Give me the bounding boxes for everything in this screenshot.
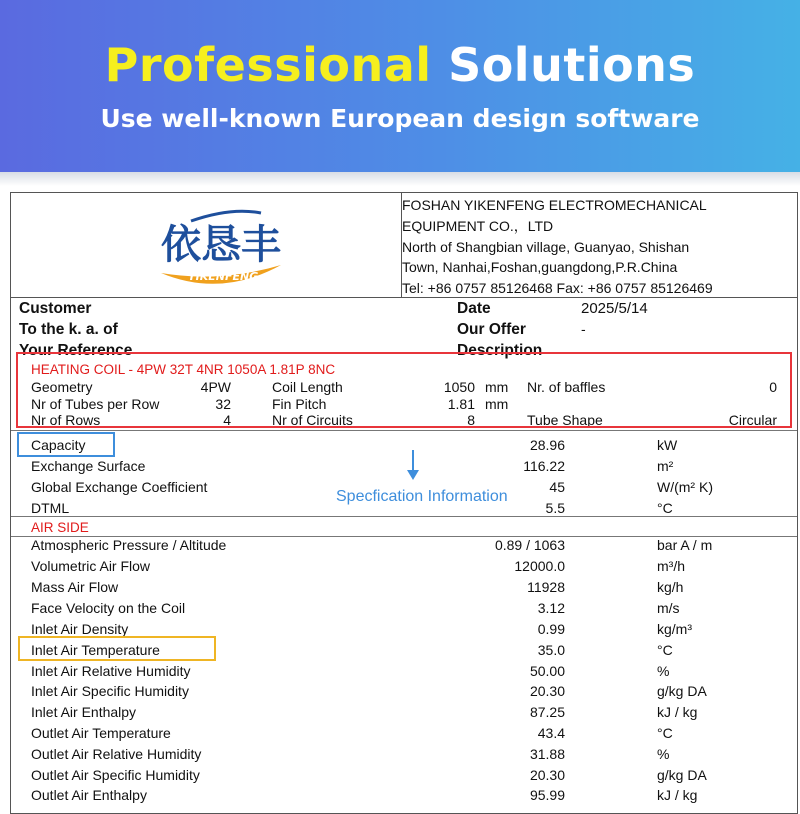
company-line: FOSHAN YIKENFENG ELECTROMECHANICAL	[402, 197, 707, 213]
section-divider	[11, 516, 797, 517]
air-value: 3.12	[537, 600, 565, 616]
air-unit: %	[657, 663, 670, 679]
perf-label: Capacity	[31, 437, 86, 453]
banner-shadow	[0, 172, 800, 186]
coil-spec-highlight-box	[16, 352, 792, 428]
air-value: 0.89 / 1063	[494, 537, 565, 553]
air-label: Face Velocity on the Coil	[31, 600, 186, 616]
air-unit: g/kg DA	[657, 683, 707, 699]
air-unit: m/s	[657, 600, 680, 616]
perf-value: 116.22	[523, 458, 565, 474]
air-label: Inlet Air Temperature	[31, 642, 160, 658]
air-value: 0.99	[537, 621, 565, 637]
air-value: 87.25	[529, 704, 565, 720]
perf-value: 28.96	[529, 437, 565, 453]
air-unit: bar A / m	[657, 537, 713, 553]
air-label: Inlet Air Relative Humidity	[31, 663, 191, 679]
air-label: Outlet Air Enthalpy	[31, 787, 147, 803]
rows-label: Nr of Rows	[31, 412, 101, 428]
circuits-label: Nr of Circuits	[272, 412, 353, 428]
banner-title-rest: Solutions	[448, 38, 696, 92]
fin-pitch-unit: mm	[485, 396, 509, 412]
perf-unit: °C	[657, 500, 673, 516]
date-value: 2025/5/14	[581, 300, 648, 317]
air-unit: °C	[657, 642, 673, 658]
air-value: 95.99	[529, 787, 565, 803]
air-unit: °C	[657, 725, 673, 741]
our-offer-value: -	[581, 321, 586, 337]
perf-value: 45	[549, 479, 565, 495]
section-divider	[11, 430, 797, 431]
your-reference-label: Your Reference	[19, 342, 133, 359]
coil-length-unit: mm	[485, 379, 509, 395]
baffles-label: Nr. of baffles	[527, 379, 606, 395]
banner-title-highlight: Professional	[104, 38, 432, 92]
air-value: 12000.0	[514, 558, 565, 574]
banner-subtitle: Use well-known European design software	[100, 104, 700, 133]
header-banner	[0, 0, 800, 172]
company-logo	[131, 203, 311, 293]
coil-length-label: Coil Length	[272, 379, 343, 395]
perf-label: DTML	[31, 500, 70, 516]
geometry-label: Geometry	[31, 379, 93, 395]
company-line: Town, Nanhai,Foshan,guangdong,P.R.China	[402, 259, 678, 276]
company-line: Tel: +86 0757 85126468 Fax: +86 0757 85126469	[402, 280, 713, 297]
tubes-per-row-value: 32	[215, 396, 231, 412]
company-line: EQUIPMENT CO.，LTD	[402, 217, 554, 234]
specification-annotation: Specfication Information	[336, 488, 508, 505]
perf-unit: kW	[657, 437, 678, 453]
air-label: Outlet Air Temperature	[31, 725, 171, 741]
air-label: Mass Air Flow	[31, 579, 119, 595]
air-value: 20.30	[529, 683, 565, 699]
coil-title: HEATING COIL - 4PW 32T 4NR 1050A 1.81P 8NC	[31, 362, 336, 377]
air-label: Inlet Air Enthalpy	[31, 704, 137, 720]
capacity-highlight-box	[17, 432, 115, 457]
logo-chinese-text: 依恳丰	[161, 222, 281, 268]
air-value: 31.88	[529, 746, 565, 762]
customer-label: Customer	[19, 300, 92, 317]
air-unit: kJ / kg	[657, 787, 698, 803]
air-unit: g/kg DA	[657, 767, 707, 783]
geometry-value: 4PW	[200, 379, 231, 395]
air-label: Outlet Air Relative Humidity	[31, 746, 202, 762]
company-line: North of Shangbian village, Guanyao, Shishan	[402, 238, 690, 255]
rows-value: 4	[223, 412, 231, 428]
our-offer-label: Our Offer	[457, 321, 526, 338]
perf-label: Exchange Surface	[31, 458, 146, 474]
baffles-value: 0	[769, 379, 777, 395]
circuits-value: 8	[467, 412, 475, 428]
air-unit: kJ / kg	[657, 704, 698, 720]
inlet-temperature-highlight-box	[18, 636, 216, 661]
tube-shape-value: Circular	[728, 412, 777, 428]
logo-latin-text: YIKENFENG	[187, 270, 259, 283]
air-label: Atmospheric Pressure / Altitude	[31, 537, 227, 553]
date-label: Date	[457, 300, 491, 317]
company-address	[402, 195, 713, 299]
fin-pitch-label: Fin Pitch	[272, 396, 327, 412]
tubes-per-row-label: Nr of Tubes per Row	[31, 396, 160, 412]
perf-unit: m²	[657, 458, 674, 474]
air-value: 43.4	[537, 725, 565, 741]
perf-unit: W/(m² K)	[657, 479, 713, 495]
air-unit: kg/h	[657, 579, 684, 595]
fin-pitch-value: 1.81	[447, 396, 475, 412]
banner-title	[0, 38, 800, 92]
arrow-down-icon	[403, 448, 423, 482]
air-value: 50.00	[529, 663, 565, 679]
air-unit: kg/m³	[657, 621, 692, 637]
air-label: Inlet Air Density	[31, 621, 129, 637]
air-label: Outlet Air Specific Humidity	[31, 767, 200, 783]
air-unit: m³/h	[657, 558, 685, 574]
air-label: Volumetric Air Flow	[31, 558, 151, 574]
air-value: 11928	[527, 579, 565, 595]
air-value: 35.0	[537, 642, 565, 658]
air-side-title: AIR SIDE	[31, 520, 89, 535]
tube-shape-label: Tube Shape	[527, 412, 603, 428]
air-value: 20.30	[529, 767, 565, 783]
perf-value: 5.5	[545, 500, 565, 516]
air-label: Inlet Air Specific Humidity	[31, 683, 189, 699]
coil-length-value: 1050	[443, 379, 475, 395]
to-ka-label: To the k. a. of	[19, 321, 118, 338]
air-unit: %	[657, 746, 670, 762]
perf-label: Global Exchange Coefficient	[31, 479, 208, 495]
description-label: Description	[457, 342, 543, 359]
